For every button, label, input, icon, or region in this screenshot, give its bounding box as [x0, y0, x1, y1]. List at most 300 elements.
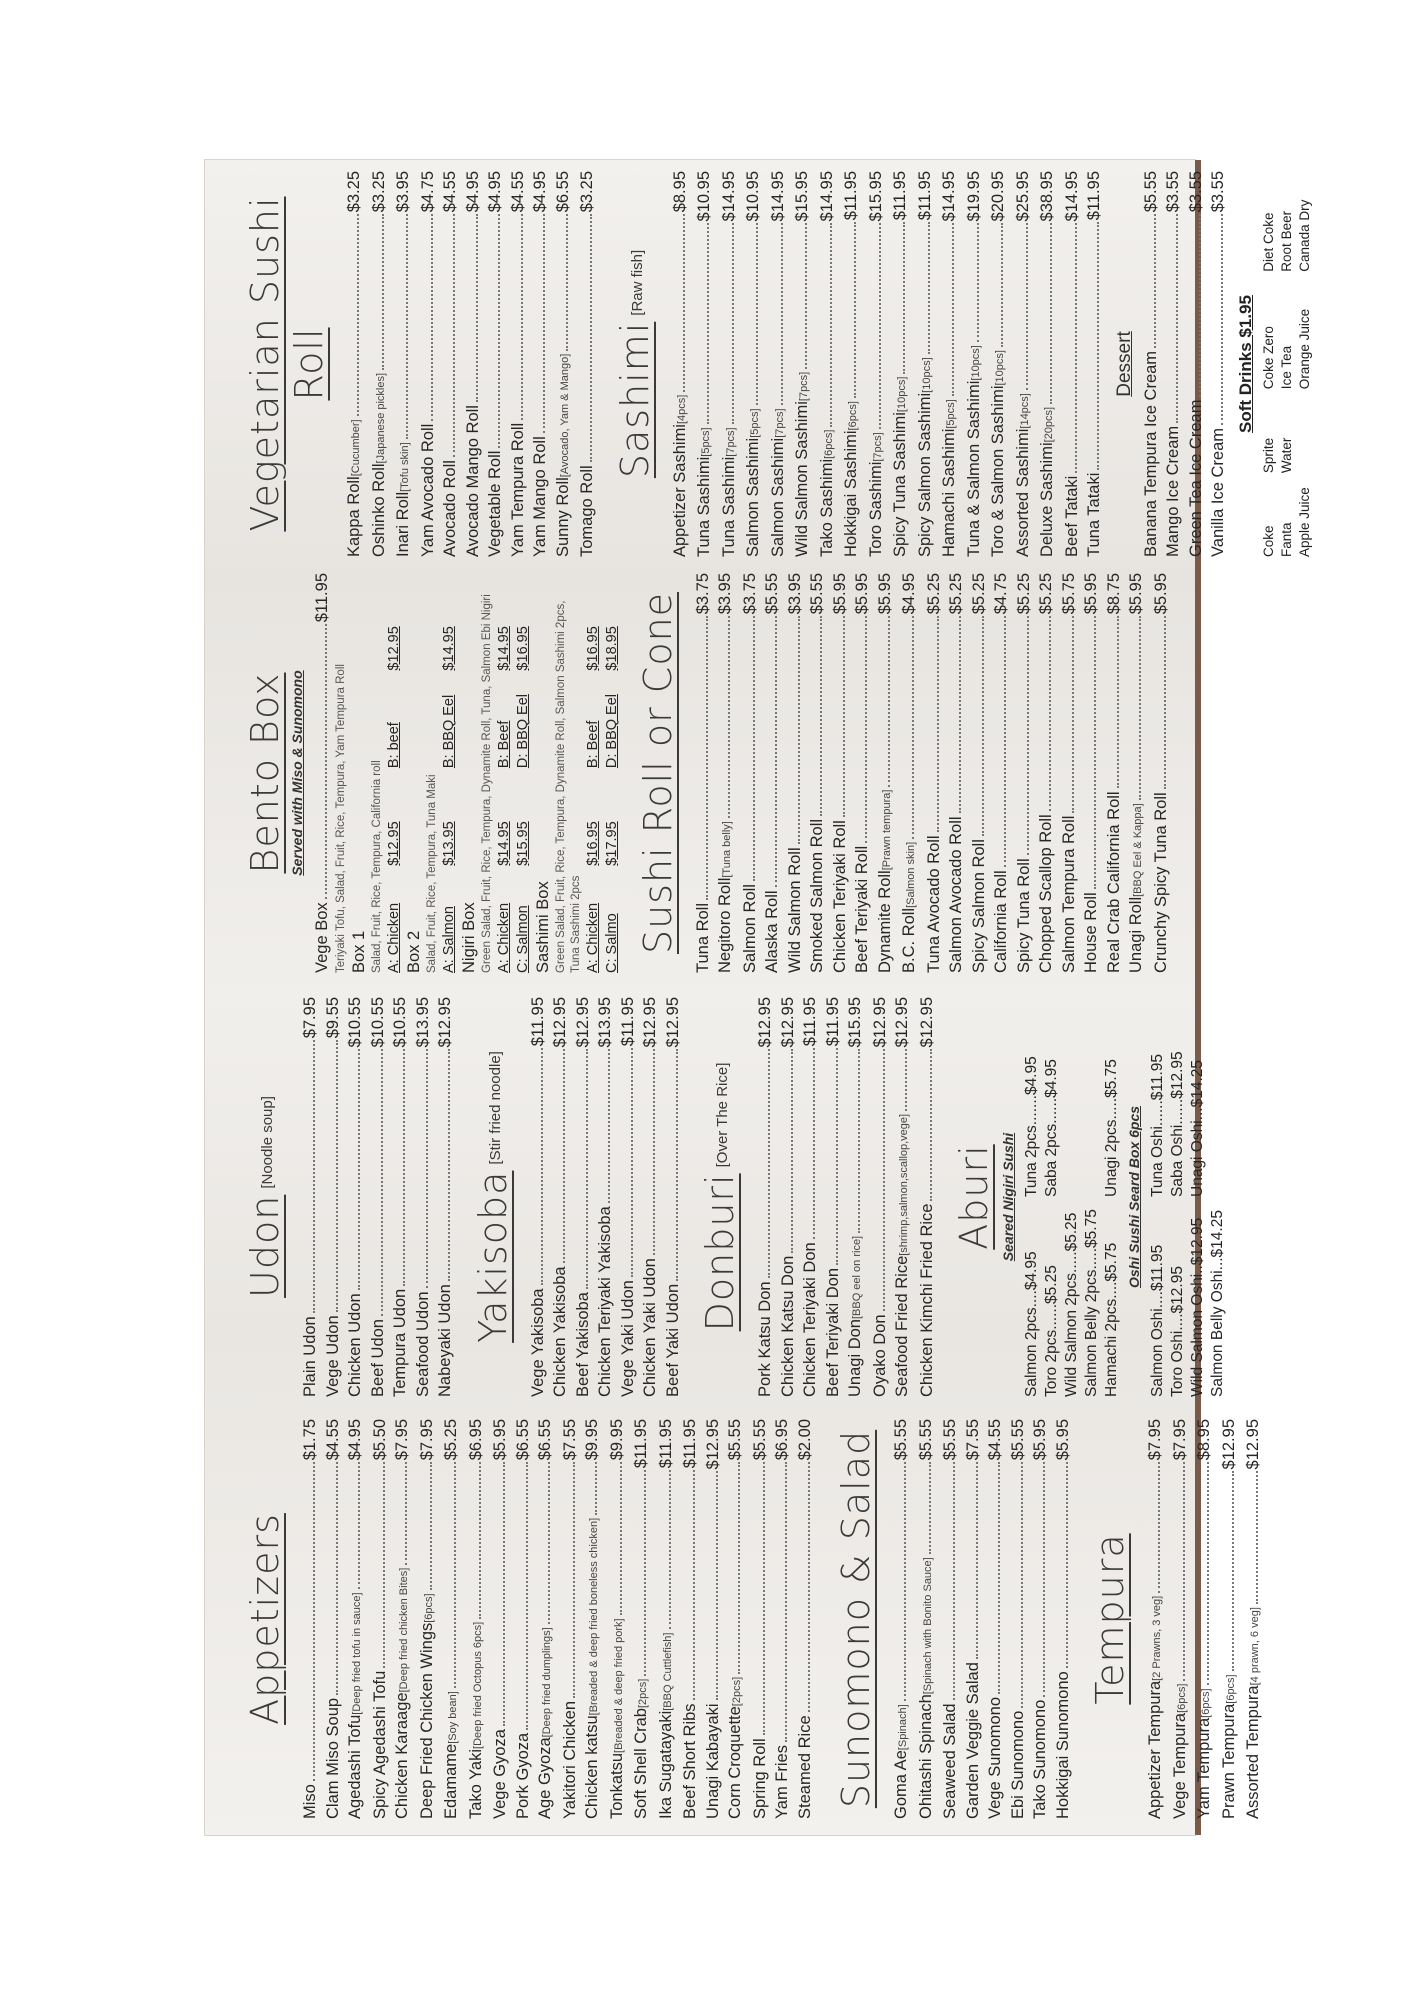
menu-item-price: $15.95 [866, 171, 885, 222]
menu-item-price: $10.95 [695, 171, 713, 222]
leader-dots [836, 1048, 838, 1265]
appetizers-title: Appetizers [243, 1513, 287, 1725]
menu-item-row [630, 1419, 655, 1819]
menu-item-desc: [6pcs] [1175, 1683, 1188, 1713]
menu-item-price: $6.95 [466, 1419, 485, 1461]
menu-item-price: $5.25 [442, 1419, 460, 1461]
menu-item-row [1207, 171, 1230, 557]
leader-dots [566, 214, 568, 350]
menu-item-price: $10.55 [346, 997, 364, 1048]
menu-item-name: Chicken Katsu Don [778, 1255, 797, 1397]
menu-item-desc: [4 prawn, 6 veg] [1249, 1607, 1261, 1686]
leader-dots [805, 223, 807, 368]
menu-item-price: $5.95 [830, 573, 849, 615]
menu-item-price: $4.55 [323, 1419, 342, 1461]
menu-item-row [914, 171, 939, 557]
menu-item-name: Chicken Yakisoba [551, 1266, 569, 1397]
menu-item-name: Ohitashi Spinach [916, 1694, 935, 1819]
menu-item-row [1007, 1419, 1030, 1819]
menu-item-price: $4.95 [463, 171, 482, 213]
menu-item-row [1185, 171, 1208, 557]
option-label: A: Chicken [385, 902, 402, 973]
menu-item-name: Spicy Salmon Sashimi [915, 392, 934, 557]
menu-item-price: $14.95 [768, 171, 787, 222]
sashimi-title: Sashimi[Raw fish] [612, 249, 657, 479]
leader-dots [1117, 616, 1119, 788]
leader-dots [929, 1462, 931, 1554]
menu-item-name: Vege Yakisoba [528, 1288, 547, 1397]
bento-title: Bento Box [243, 672, 287, 874]
aburi-item: Salmon 2pcs....$4.95 [1023, 1251, 1040, 1397]
vege-box-row: Vege Box $11.95 [313, 573, 331, 973]
leader-dots [1004, 616, 1006, 867]
menu-item-row [939, 1419, 962, 1819]
menu-item-row [512, 1419, 535, 1819]
menu-item-name: Tuna Roll [693, 902, 712, 973]
menu-item-row [606, 1419, 631, 1819]
option-price: $14.95 [440, 626, 457, 671]
menu-item-name: Chicken Kimchi Fried Rice [917, 1203, 936, 1397]
leader-dots [644, 1470, 646, 1675]
menu-item-price: $5.95 [875, 573, 894, 615]
menu-item-price: $5.25 [924, 573, 943, 615]
leader-dots [858, 1049, 860, 1232]
aburi-line [1062, 997, 1082, 1397]
leader-dots [781, 223, 783, 405]
menu-item-price: $14.95 [817, 171, 836, 222]
leader-dots [503, 1462, 505, 1726]
menu-item-row [1012, 171, 1037, 557]
menu-item-price: $11.95 [528, 997, 547, 1047]
menu-item-name: Beef Yaki Udon [663, 1283, 682, 1397]
menu-item-price: $7.55 [963, 1419, 982, 1461]
menu-item-row [416, 1419, 441, 1819]
menu-item-row [527, 997, 550, 1397]
aburi-line [1168, 997, 1188, 1397]
menu-item-row [299, 997, 322, 1397]
yakisoba-title: Yakisoba[Stir fried noodle] [470, 1051, 515, 1343]
aburi-item: Salmon Belly Oshi...$14.25 [1209, 1210, 1226, 1397]
menu-item-name: Assorted Tempura [1244, 1685, 1262, 1819]
option-label: C: Salmon [514, 905, 531, 973]
menu-item-name: Banana Tempura Ice Cream [1141, 350, 1160, 557]
menu-item-name: Spring Roll [750, 1738, 769, 1819]
menu-item-price: $12.95 [641, 997, 659, 1048]
menu-item-price: $5.55 [916, 1419, 935, 1461]
leader-dots [854, 222, 856, 398]
menu-item-row [412, 997, 435, 1397]
menu-item-name: Hokkigai Sunomono [1053, 1671, 1072, 1819]
menu-item-price: $4.75 [992, 573, 1010, 615]
box2-desc: Salad, Fruit, Rice, Tempura, Tuna Maki [425, 774, 438, 973]
soft-drinks-list [1260, 171, 1314, 557]
menu-item-name: Plain Udon [301, 1316, 319, 1397]
menu-item-desc: [BBQ eel on rice] [851, 1235, 863, 1320]
menu-item-row [552, 171, 577, 557]
menu-item-desc: [6pcs] [847, 401, 859, 431]
leader-dots [912, 616, 914, 839]
menu-item-price: $12.95 [1244, 1419, 1262, 1470]
menu-item-row [1013, 573, 1036, 973]
aburi-line [1188, 997, 1208, 1397]
menu-item-name: Assorted Sashimi [1013, 428, 1032, 557]
aburi-item: Toro 2pcs......$5.25 [1043, 1265, 1060, 1397]
menu-item-desc: [7pcs] [798, 371, 810, 402]
column-2 [233, 997, 1228, 1397]
option-label: A: Chicken [495, 902, 512, 973]
menu-item-row [702, 1419, 725, 1819]
menu-item-desc: [2pcs] [637, 1678, 649, 1709]
menu-item-row [662, 997, 685, 1397]
menu-item-price: $3.95 [716, 573, 734, 615]
menu-item-name: Vege Udon [323, 1315, 342, 1397]
menu-item-name: Chicken Teriyaki Yakisoba [596, 1206, 614, 1397]
menu-item-name: Avocado Mango Roll [463, 405, 482, 557]
menu-item-price: $12.95 [756, 997, 774, 1048]
leader-dots [357, 214, 359, 416]
menu-item-price: $7.95 [1170, 1419, 1189, 1461]
aburi-item: Salmon Belly 2pcs.....$5.75 [1083, 1209, 1100, 1397]
option-label: D: BBQ Eel [603, 693, 620, 769]
leader-dots [959, 616, 961, 813]
leader-dots [1139, 616, 1141, 800]
aburi-item: Toro Oshi....$12.95 [1169, 1266, 1186, 1397]
aburi-item: Wild Salmon Oshi..$12.95 [1189, 1217, 1206, 1397]
menu-item-name: Vegetable Roll [486, 450, 504, 557]
menu-item-row [962, 1419, 985, 1819]
sunomono-title: Sunomono & Salad [834, 1429, 878, 1809]
leader-dots [1075, 223, 1077, 472]
menu-item-price: $9.55 [323, 997, 342, 1039]
menu-item-row [822, 997, 845, 1397]
leader-dots [313, 1040, 315, 1313]
menu-item-name: Hamachi Sashimi [940, 428, 958, 557]
menu-item-name: Crunchy Spicy Tuna Roll [1151, 792, 1170, 973]
leader-dots [1221, 214, 1223, 425]
menu-item-price: $5.55 [726, 1419, 744, 1461]
menu-item-row [1029, 1419, 1052, 1819]
option-label: A: Chicken [584, 902, 601, 973]
menu-item-row [761, 573, 784, 973]
menu-item-row [829, 573, 852, 973]
menu-item-name: Corn Croquette [726, 1706, 744, 1819]
menu-item-name: Chicken Yaki Udon [641, 1258, 659, 1397]
menu-item-name: Agedashi Tofu [346, 1714, 364, 1819]
menu-item-name: Oshinko Roll [369, 463, 388, 557]
menu-item-name: Yam Fries [773, 1745, 791, 1819]
menu-item-row [844, 997, 869, 1397]
menu-item-price: $7.95 [417, 1419, 436, 1461]
leader-dots [541, 1048, 543, 1285]
menu-item-desc: [BBQ Cuttlefish] [661, 1632, 674, 1711]
bento-served: Served with Miso & Sunomono [289, 670, 305, 876]
drink-item: Canada Dry [1296, 199, 1312, 272]
menu-item-name: Vege Yaki Udon [618, 1280, 637, 1397]
sashimi-box-desc: Green Salad, Fruit, Rice, Tempura, Dynamite Roll, Salmon Sashimi 2pcs, Tuna Sashimi 2pcs [554, 600, 582, 973]
menu-item-name: Smoked Salmon Roll [808, 818, 826, 973]
menu-item-name: Tempura Udon [391, 1288, 409, 1397]
menu-item-row [739, 573, 762, 973]
menu-item-price: $5.25 [969, 573, 988, 615]
menu-item-row [984, 1419, 1007, 1819]
leader-dots [953, 1462, 955, 1700]
menu-item-name: Tuna & Salmon Sashimi [964, 380, 983, 557]
menu-item-name: Steamed Rice [795, 1715, 814, 1819]
menu-item-row [806, 573, 829, 973]
menu-item-name: Age Gyoza [536, 1737, 554, 1819]
menu-item-row [576, 171, 599, 557]
menu-item-price: $11.95 [823, 997, 842, 1047]
menu-item-row [1083, 171, 1106, 557]
sushi-roll-title: Sushi Roll or Cone [635, 591, 680, 955]
menu-item-price: $8.95 [1195, 1419, 1213, 1461]
udon-subtitle: [Noodle soup] [259, 1096, 276, 1189]
option-label: C: Salmo [603, 913, 620, 973]
menu-item-price: $10.55 [391, 997, 409, 1048]
menu-item-name: Yam Avocado Roll [418, 423, 437, 557]
menu-item-desc: [Deep fried dumplings] [541, 1627, 553, 1738]
leader-dots [830, 223, 832, 426]
leader-dots [905, 1049, 907, 1110]
menu-item-name: Green Tea Ice Cream [1186, 399, 1205, 557]
menu-item-price: $12.95 [778, 997, 797, 1048]
menu-item-name: Oyako Don [870, 1314, 889, 1397]
leader-dots [676, 1049, 678, 1280]
yakisoba-subtitle: [Stir fried noodle] [486, 1051, 504, 1165]
menu-item-name: Yam Tempura [1195, 1717, 1213, 1819]
menu-item-price: $5.25 [947, 573, 965, 615]
menu-item-price: $11.95 [681, 1419, 699, 1469]
menu-item-price: $4.95 [486, 171, 504, 213]
menu-item-price: $3.55 [1186, 171, 1205, 213]
menu-item-name: Chicken katsu [583, 1715, 601, 1819]
menu-item-price: $3.55 [1209, 171, 1227, 213]
leader-dots [706, 616, 708, 900]
leader-dots [521, 214, 523, 420]
menu-item-name: Vanilla Ice Cream [1209, 428, 1227, 557]
leader-dots [738, 1462, 740, 1674]
sashimi-box-name: Sashimi Box [533, 881, 552, 973]
menu-item-name: Chicken Karaage [393, 1692, 411, 1819]
menu-item-row [987, 171, 1012, 557]
aburi-item: Unagi Oshi...$14.25 [1189, 1059, 1206, 1197]
drink-item: Water [1278, 437, 1294, 474]
menu-item-row [945, 573, 968, 973]
menu-item-name: Spicy Tuna Roll [1014, 858, 1033, 973]
leader-dots [775, 616, 777, 887]
donburi-title: Donburi[Over The Rice] [698, 1062, 742, 1332]
menu-item-price: $9.95 [607, 1419, 626, 1461]
menu-item-price: $4.55 [441, 171, 459, 213]
leader-dots [1050, 223, 1052, 403]
leader-dots [313, 1462, 315, 1781]
menu-item-row [754, 997, 777, 1397]
menu-item-price: $6.55 [536, 1419, 554, 1461]
menu-item-desc: [Salmon skin] [905, 841, 917, 908]
menu-item-price: $3.25 [578, 171, 596, 213]
menu-item-price: $12.95 [551, 997, 569, 1048]
menu-item-row [1242, 1419, 1267, 1819]
menu-item-name: Beef Short Ribs [681, 1703, 699, 1819]
menu-item-row [1080, 573, 1103, 973]
menu-item-name: Ebi Sunomono [1008, 1710, 1027, 1819]
aburi-item: Saba 2pcs......$4.95 [1043, 1059, 1060, 1197]
option-price: $12.95 [385, 821, 402, 866]
menu-item-row [1058, 573, 1081, 973]
menu-item-name: Salmon Sashimi [744, 437, 762, 557]
menu-item-price: $14.95 [719, 171, 738, 222]
leader-dots [573, 1462, 575, 1698]
box1-options [385, 573, 404, 973]
menu-item-row [389, 997, 412, 1397]
menu-item-desc: [Tofu skin] [399, 442, 411, 492]
menu-item-price: $11.95 [618, 997, 637, 1047]
leader-dots [405, 1462, 407, 1564]
menu-item-price: $5.75 [1059, 573, 1078, 615]
menu-item-row [507, 171, 530, 557]
menu-item-row [1144, 1419, 1169, 1819]
leader-dots [590, 214, 592, 462]
menu-item-row [1218, 1419, 1243, 1819]
menu-rotated-content [205, 160, 1312, 1835]
menu-item-row [439, 171, 462, 557]
menu-item-row [440, 1419, 465, 1819]
drink-item: Apple Juice [1296, 487, 1312, 557]
menu-item-row [1140, 171, 1163, 557]
menu-item-row [963, 171, 988, 557]
menu-item-name: Beef Udon [368, 1319, 387, 1397]
menu-item-name: Unagi Kabayaki [703, 1703, 722, 1819]
menu-item-desc: [Breaded & deep fried pork] [612, 1618, 625, 1753]
aburi-item: Wild Salmon 2pcs.....$5.25 [1063, 1212, 1080, 1397]
aburi-line [1022, 997, 1042, 1397]
aburi-item: Salmon Oshi....$11.95 [1149, 1244, 1166, 1397]
menu-item-row [865, 171, 890, 557]
menu-item-name: Yam Tempura Roll [508, 422, 527, 557]
menu-item-name: Tako Sashimi [817, 458, 836, 557]
option-label: B: beef [385, 722, 402, 769]
menu-item-row [572, 997, 595, 1397]
leader-dots [937, 616, 939, 832]
leader-dots [903, 222, 905, 373]
menu-item-desc: [14pcs] [1018, 393, 1031, 429]
leader-dots [1158, 1462, 1160, 1593]
menu-item-row [968, 573, 991, 973]
option-label: B: BBQ Eel [440, 694, 457, 769]
menu-item-desc: [Deep fried tofu in sauce] [351, 1592, 363, 1715]
column-4 [233, 171, 1314, 557]
menu-item-price: $4.95 [900, 573, 918, 615]
menu-item-desc: [2 Prawns, 3 veg] [1151, 1595, 1163, 1681]
dessert-list [1140, 171, 1230, 557]
aburi-item: Tuna Oshi......$11.95 [1149, 1053, 1166, 1197]
menu-item-price: $5.95 [1151, 573, 1170, 615]
leader-dots [820, 616, 822, 816]
menu-item-price: $11.95 [656, 1419, 675, 1469]
aburi-line [1042, 997, 1062, 1397]
menu-item-price: $19.95 [964, 171, 983, 222]
menu-item-desc: [10pcs] [994, 350, 1006, 386]
menu-item-name: Seafood Udon [413, 1291, 432, 1397]
menu-item-price: $5.95 [1031, 1419, 1049, 1461]
leader-dots [1183, 1462, 1185, 1680]
menu-item-price: $3.95 [785, 573, 804, 615]
menu-item-price: $4.95 [531, 171, 549, 213]
leader-dots [683, 214, 685, 391]
sashimi-box-options [584, 573, 622, 973]
menu-item-price: $12.95 [436, 997, 454, 1048]
menu-item-desc: [Avocado, Yam & Mango] [558, 353, 571, 478]
aburi-title: Aburi [952, 1144, 996, 1250]
nigiri-box-name: Nigiri Box [459, 902, 478, 973]
sushi-roll-list [692, 573, 1173, 973]
menu-item-row [434, 997, 457, 1397]
leader-dots [406, 214, 408, 439]
menu-item-price: $12.95 [1219, 1419, 1238, 1470]
leader-dots [763, 1462, 765, 1735]
menu-item-name: Tuna Sashimi [719, 456, 738, 557]
vege-box-desc: Teriyaki Tofu, Salad, Fruit, Rice, Tempura, Yam Tempura Roll [334, 664, 347, 973]
leader-dots [753, 616, 755, 881]
option-price: $16.95 [514, 626, 531, 671]
aburi-item [1062, 997, 1082, 1197]
leader-dots [808, 1462, 810, 1712]
leader-dots [952, 223, 954, 396]
menu-item-price: $5.95 [491, 1419, 509, 1461]
menu-item-desc: [10pcs] [969, 345, 982, 381]
udon-list [299, 997, 457, 1397]
leader-dots [669, 1470, 671, 1629]
leader-dots [448, 1049, 450, 1281]
menu-item-row [465, 1419, 490, 1819]
menu-item-price: $3.75 [693, 573, 712, 615]
menu-item-row [1162, 171, 1185, 557]
menu-item-row [669, 171, 694, 557]
menu-item-row [724, 1419, 749, 1819]
menu-item-price: $7.95 [393, 1419, 411, 1461]
menu-item-row [367, 997, 390, 1397]
menu-item-name: Yam Mango Roll [531, 436, 549, 557]
leader-dots [1164, 616, 1166, 789]
leader-dots [785, 1462, 787, 1742]
menu-item-price: $5.95 [1127, 573, 1145, 615]
leader-dots [526, 1462, 528, 1730]
aburi-line [1208, 997, 1228, 1397]
leader-dots [768, 1049, 770, 1278]
leader-dots [498, 214, 500, 447]
menu-item-row [692, 573, 715, 973]
menu-item-desc: [5pcs] [749, 408, 761, 438]
drink-item: Sprite [1260, 437, 1276, 474]
leader-dots [383, 1462, 385, 1667]
menu-item-name: Negitoro Roll [716, 877, 734, 973]
drink-item: Diet Coke [1260, 212, 1276, 272]
menu-item-price: $11.95 [891, 171, 909, 221]
leader-dots [1026, 223, 1028, 390]
menu-item-price: $5.55 [750, 1419, 769, 1461]
menu-item-name: Pork Katsu Don [756, 1281, 774, 1397]
menu-item-row [417, 171, 440, 557]
menu-item-desc: [4pcs] [675, 394, 688, 425]
menu-item-row [559, 1419, 582, 1819]
tempura-list [1144, 1419, 1267, 1819]
menu-item-name: Tuna Sashimi [695, 456, 713, 557]
option-label: B: Beef [495, 720, 512, 769]
menu-item-name: Yakitori Chicken [560, 1701, 579, 1819]
menu-item-row [392, 171, 417, 557]
leader-dots [1176, 214, 1178, 423]
aburi-line [1148, 997, 1168, 1397]
